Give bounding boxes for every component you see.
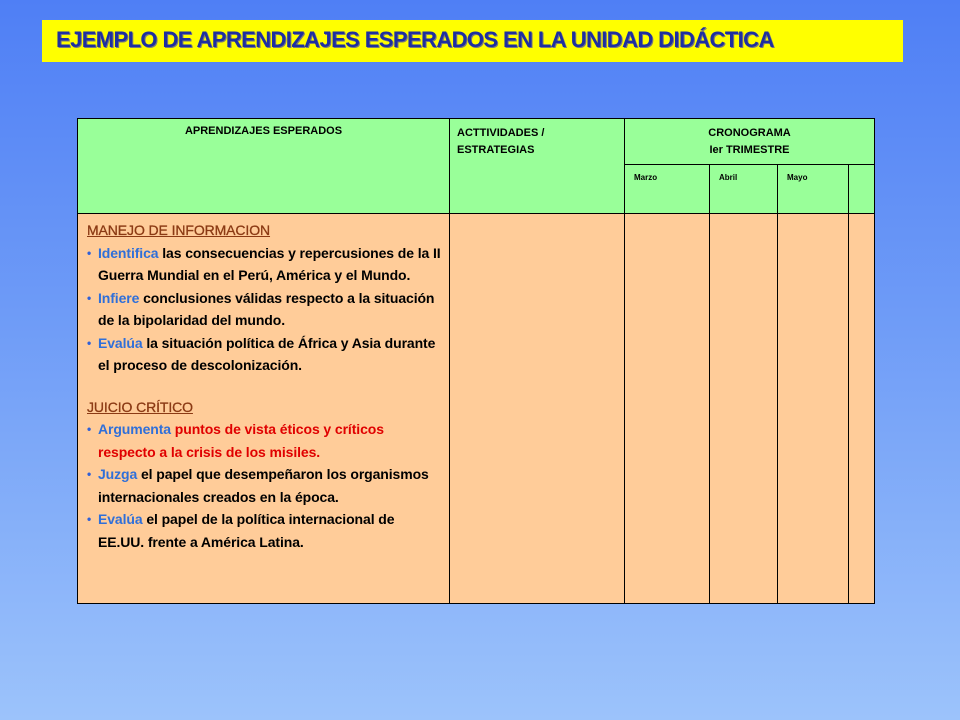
bullet-icon: • (87, 290, 92, 305)
page-title: EJEMPLO DE APRENDIZAJES ESPERADOS EN LA UNIDAD DIDÁCTICA (56, 27, 774, 52)
bullet-icon: • (87, 245, 92, 260)
item-text: puntos de vista éticos y críticos respecto a la crisis de los misiles. (98, 421, 384, 460)
header-actividades-label (450, 119, 624, 159)
month-label-abril: Abril (719, 173, 738, 182)
list-item (87, 332, 443, 377)
list-item (87, 242, 443, 287)
item-text: el papel que desempeñaron los organismos internacionales creados en la época. (98, 466, 429, 505)
header-cronograma-line2: Ier TRIMESTRE (709, 144, 790, 156)
section-gap (87, 377, 443, 396)
list-item (87, 463, 443, 508)
section-heading: MANEJO DE INFORMACION (87, 222, 271, 238)
bullet-icon: • (87, 467, 92, 481)
header-cronograma-line1: CRONOGRAMA (708, 127, 791, 139)
month-label-marzo: Marzo (634, 173, 658, 182)
blank-content-cell (849, 214, 875, 604)
item-verb: Evalúa (98, 511, 143, 527)
aprendizajes-content (78, 214, 449, 553)
aprendizajes-content-cell (78, 214, 450, 604)
header-actividades (450, 119, 625, 214)
month-cell-marzo (625, 165, 710, 214)
item-text: el papel de la política internacional de EE.UU. frente a América Latina. (98, 511, 395, 550)
item-verb: Juzga (98, 466, 138, 482)
list-item (87, 508, 443, 553)
bullet-icon: • (87, 512, 92, 526)
bullet-icon: • (87, 422, 92, 436)
header-aprendizajes (78, 119, 450, 214)
item-verb: Infiere (98, 289, 140, 306)
month-cell-mayo (778, 165, 849, 214)
list-item (87, 418, 443, 463)
title-banner (42, 20, 903, 62)
header-cronograma-label (625, 119, 874, 159)
item-text: la situación política de África y Asia durante el proceso de descolonización. (98, 334, 436, 373)
list-item (87, 287, 443, 332)
learning-plan-table (77, 118, 875, 604)
section-heading: JUICIO CRÍTICO (87, 398, 193, 415)
bullet-icon: • (87, 335, 92, 350)
header-aprendizajes-label: APRENDIZAJES ESPERADOS (184, 125, 343, 137)
month-cell-blank (849, 165, 875, 214)
item-verb: Argumenta (98, 421, 171, 437)
header-actividades-line2: ESTRATEGIAS (457, 144, 535, 156)
month-cell-abril (710, 165, 778, 214)
item-verb: Evalúa (98, 334, 143, 351)
actividades-content-cell (450, 214, 625, 604)
item-text: conclusiones válidas respecto a la situación de la bipolaridad del mundo. (98, 289, 435, 328)
header-cronograma (625, 119, 875, 165)
month-label-mayo: Mayo (787, 173, 808, 182)
marzo-content-cell (625, 214, 710, 604)
item-verb: Identifica (98, 244, 159, 261)
mayo-content-cell (778, 214, 849, 604)
item-text: las consecuencias y repercusiones de la II Guerra Mundial en el Perú, América y el Mundo. (98, 244, 441, 283)
abril-content-cell (710, 214, 778, 604)
header-actividades-line1: ACTTIVIDADES / (457, 127, 545, 139)
